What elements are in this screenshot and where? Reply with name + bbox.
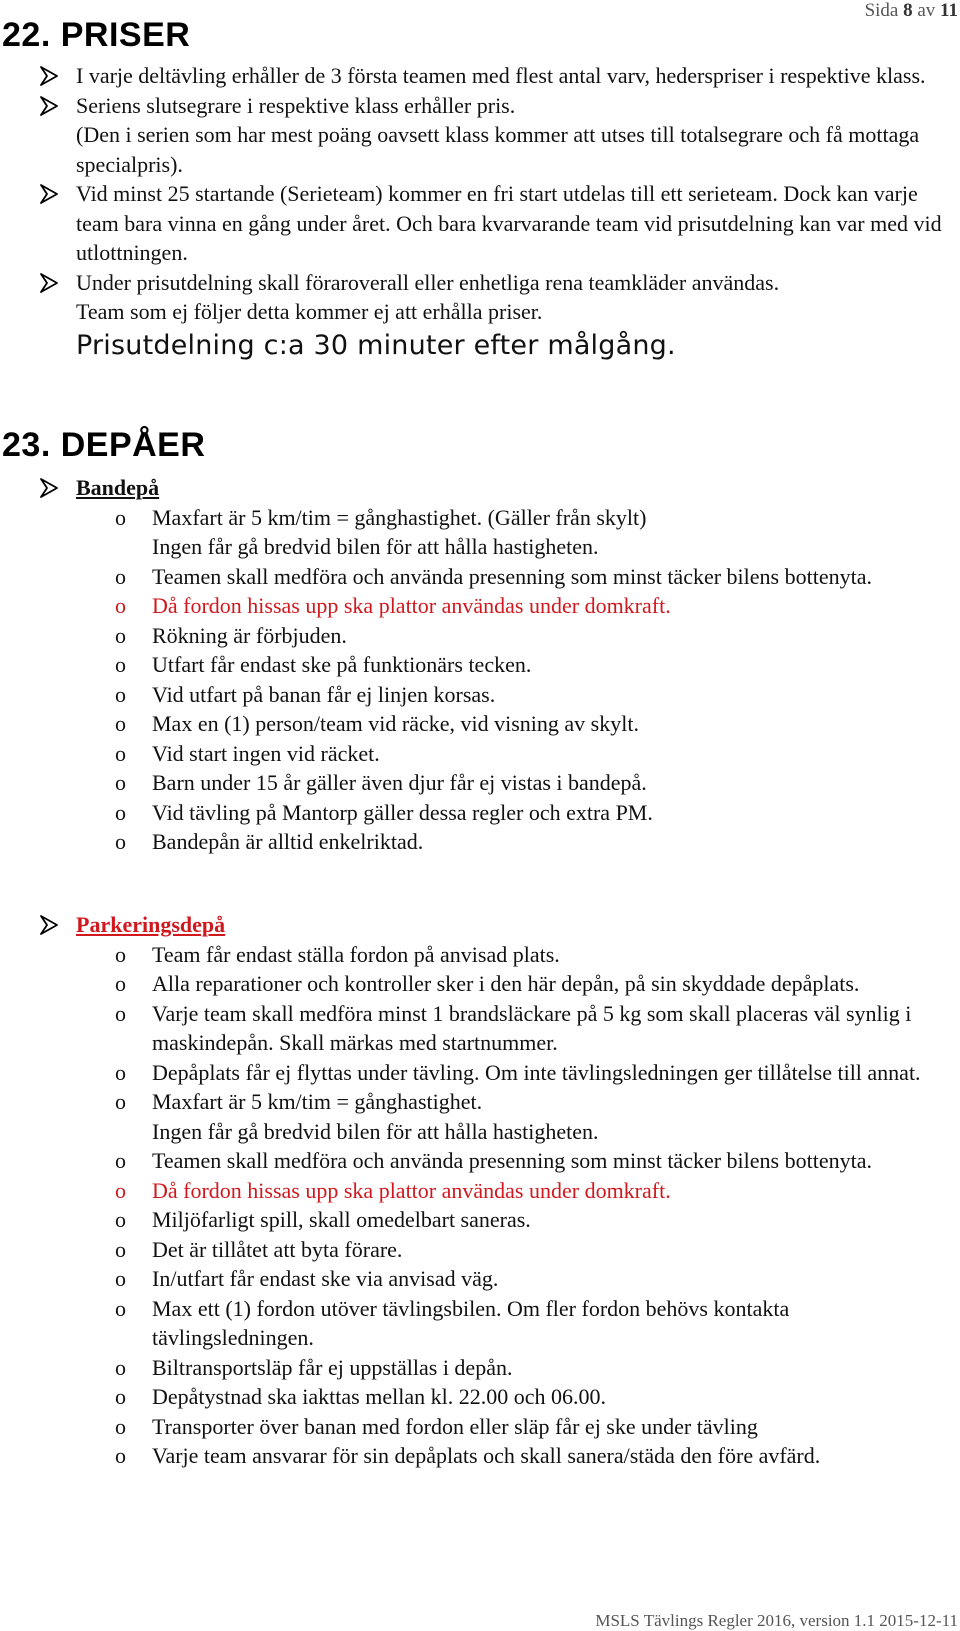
o-marker: o [115, 1266, 126, 1291]
list-item [0, 1146, 960, 1176]
o-marker: o [115, 681, 126, 707]
item-text: Under prisutdelning skall föraroverall eller enhetliga rena teamkläder användas. [76, 269, 780, 295]
item-text-line2: Ingen får gå bredvid bilen för att hålla hastigheten. [152, 534, 599, 559]
item-text: Utfart får endast ske på funktionärs tecken. [152, 652, 532, 677]
item-text: Teamen skall medföra och använda presenning som minst täcker bilens bottenyta. [152, 563, 872, 589]
o-marker: o [115, 1177, 126, 1203]
item-text: Vid utfart på banan får ej linjen korsas. [152, 681, 496, 707]
item-text: Varje team ansvarar för sin depåplats och skall sanera/städa den före avfärd. [152, 1443, 821, 1468]
arrow-bullet-icon [38, 272, 60, 294]
prize-time-highlight: Prisutdelning c:a 30 minuter efter målgång. [76, 329, 676, 361]
o-marker: o [115, 1089, 126, 1114]
item-text: Team får endast ställa fordon på anvisad plats. [152, 941, 560, 967]
list-item [0, 940, 960, 970]
list-item [0, 1235, 960, 1265]
arrow-bullet-icon [38, 65, 60, 87]
bandepa-heading-row [0, 473, 960, 503]
item-text: I varje deltävling erhåller de 3 första teamen med flest antal varv, hederspriser i respektive klass. [76, 63, 926, 88]
item-text: Rökning är förbjuden. [152, 622, 347, 648]
o-marker: o [115, 1295, 126, 1321]
o-marker: o [115, 1443, 126, 1468]
o-marker: o [115, 652, 126, 677]
o-marker: o [115, 622, 126, 648]
list-item [0, 709, 960, 739]
list-item [0, 268, 960, 298]
o-marker: o [115, 829, 126, 854]
list-item [0, 680, 960, 710]
page-total: 11 [940, 0, 958, 21]
list-item [0, 969, 960, 999]
parkering-heading-row [0, 910, 960, 940]
item-note: (Den i serien som har mest poäng oavsett klass kommer att utses till totalsegrare och få mottaga specialpris). [76, 122, 920, 177]
page-number [865, 0, 958, 22]
item-text: Max ett (1) fordon utöver tävlingsbilen. Om fler fordon behövs kontakta tävlingsledningen. [152, 1295, 790, 1350]
bandepa-heading: Bandepå [76, 475, 160, 500]
list-item [0, 1058, 960, 1088]
o-marker: o [115, 1148, 126, 1173]
list-item [0, 1441, 960, 1471]
o-marker: o [115, 504, 126, 530]
bandepa-list [0, 503, 960, 857]
item-text: Seriens slutsegrare i respektive klass erhåller pris. [76, 92, 516, 118]
section-23-title: 23. DEPÅER [2, 426, 206, 464]
item-text: Depåtystnad ska iakttas mellan kl. 22.00 och 06.00. [152, 1384, 606, 1409]
item-text: Depåplats får ej flyttas under tävling. Om inte tävlingsledningen ger tillåtelse till annat. [152, 1059, 921, 1085]
o-marker: o [115, 1413, 126, 1439]
list-item [0, 1294, 960, 1353]
arrow-bullet-icon [38, 183, 60, 205]
item-text: Maxfart är 5 km/tim = gånghastighet. [152, 1089, 483, 1114]
list-item [0, 739, 960, 769]
list-item [0, 1087, 960, 1146]
list-item [0, 1382, 960, 1412]
item-text: Alla reparationer och kontroller sker i den här depån, på sin skyddade depåplats. [152, 971, 860, 996]
item-text: Varje team skall medföra minst 1 brandsläckare på 5 kg som skall placeras väl synlig i maskindepån. Skall märkas med startnummer. [152, 1000, 912, 1055]
list-item [0, 179, 960, 268]
item-text: Bandepån är alltid enkelriktad. [152, 829, 424, 854]
o-marker: o [115, 770, 126, 795]
o-marker: o [115, 941, 126, 967]
o-marker: o [115, 1236, 126, 1262]
item-text: In/utfart får endast ske via anvisad väg. [152, 1266, 499, 1291]
arrow-bullet-icon [38, 914, 60, 936]
item-text: Då fordon hissas upp ska plattor användas under domkraft. [152, 593, 671, 618]
list-item [0, 768, 960, 798]
page-sep: av [917, 0, 936, 21]
list-item [0, 562, 960, 592]
list-item [0, 650, 960, 680]
page-footer: MSLS Tävlings Regler 2016, version 1.1 2015-12-11 [595, 1611, 958, 1630]
item-text: Vid tävling på Mantorp gäller dessa regler och extra PM. [152, 799, 653, 825]
list-item [0, 1412, 960, 1442]
page-prefix: Sida [864, 0, 899, 21]
o-marker: o [115, 1207, 126, 1232]
list-item [0, 91, 960, 121]
list-item [0, 798, 960, 828]
arrow-bullet-icon [38, 95, 60, 117]
o-marker: o [115, 971, 126, 996]
list-item [0, 827, 960, 857]
section-22-title: 22. PRISER [2, 16, 191, 54]
item-text: Biltransportsläp får ej uppställas i depån. [152, 1354, 513, 1380]
list-item [0, 999, 960, 1058]
item-text-line2: Ingen får gå bredvid bilen för att hålla hastigheten. [152, 1118, 599, 1144]
item-text: Max en (1) person/team vid räcke, vid visning av skylt. [152, 711, 639, 736]
parkering-heading: Parkeringsdepå [76, 912, 226, 937]
item-text: Miljöfarligt spill, skall omedelbart saneras. [152, 1207, 531, 1232]
list-item [0, 1176, 960, 1206]
item-text: Det är tillåtet att byta förare. [152, 1236, 403, 1262]
item-text: Teamen skall medföra och använda presenning som minst täcker bilens bottenyta. [152, 1148, 872, 1173]
item-text: Barn under 15 år gäller även djur får ej vistas i bandepå. [152, 770, 647, 795]
o-marker: o [115, 1000, 126, 1026]
list-item [0, 591, 960, 621]
item-text: Då fordon hissas upp ska plattor användas under domkraft. [152, 1177, 671, 1203]
parkering-section [0, 910, 960, 1471]
item-note: Team som ej följer detta kommer ej att erhålla priser. [76, 299, 543, 324]
item-text: Vid minst 25 startande (Serieteam) kommer en fri start utdelas till ett serieteam. Dock kan varje team bara vinna en gång under året. Och bara kvarvarande team vid prisutdelning kan var med vid utlottningen. [76, 181, 942, 265]
item-text: Vid start ingen vid räcket. [152, 740, 380, 766]
arrow-bullet-icon [38, 477, 60, 499]
o-marker: o [115, 740, 126, 766]
list-item [0, 1264, 960, 1294]
item-text: Transporter över banan med fordon eller släp får ej ske under tävling [152, 1413, 758, 1439]
list-item [0, 1353, 960, 1383]
o-marker: o [115, 1384, 126, 1409]
page-current: 8 [903, 0, 913, 21]
list-item [0, 61, 960, 91]
item-text: Maxfart är 5 km/tim = gånghastighet. (Gäller från skylt) [152, 504, 647, 530]
list-item [0, 503, 960, 562]
section-22-list [0, 61, 960, 365]
o-marker: o [115, 563, 126, 589]
list-item [0, 1205, 960, 1235]
o-marker: o [115, 799, 126, 825]
bandepa-section [0, 473, 960, 857]
o-marker: o [115, 1354, 126, 1380]
o-marker: o [115, 593, 126, 618]
o-marker: o [115, 1059, 126, 1085]
list-item [0, 621, 960, 651]
parkering-list [0, 940, 960, 1471]
o-marker: o [115, 711, 126, 736]
